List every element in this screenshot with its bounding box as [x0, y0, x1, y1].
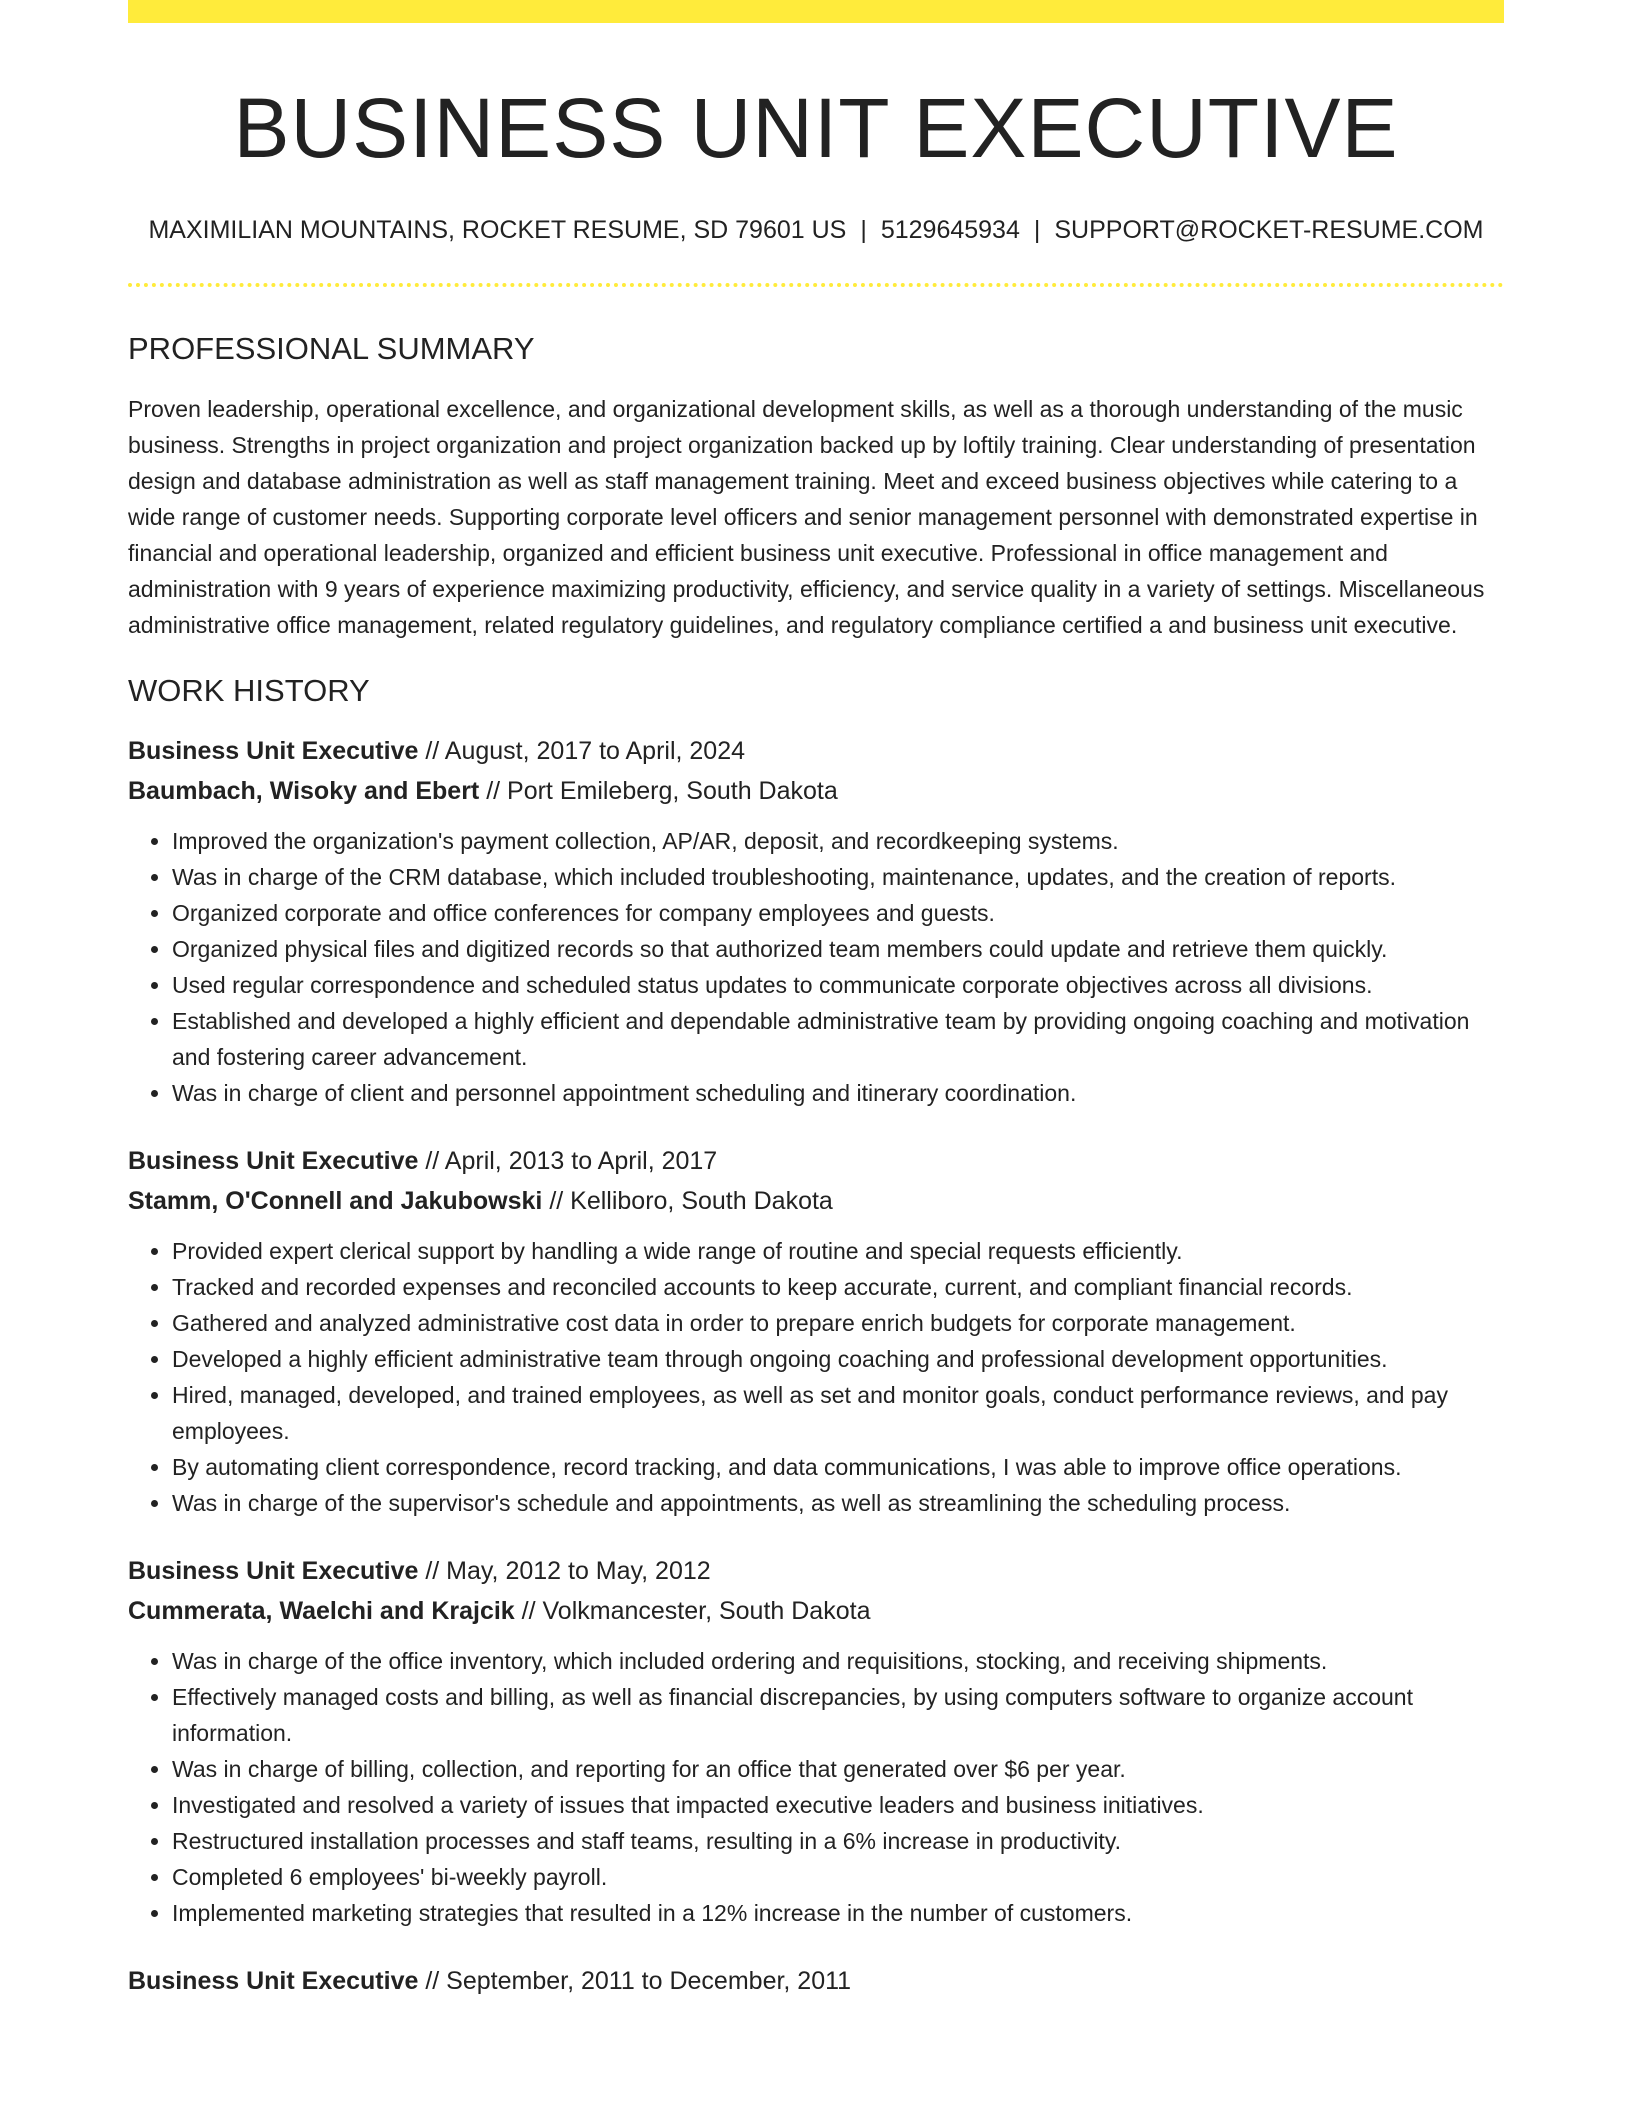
job-bullet: • Was in charge of the CRM database, which included troubleshooting, maintenance, updates, and the creation of reports. [172, 859, 1504, 895]
job-title: Business Unit Executive [128, 1967, 419, 1995]
resume-content [128, 0, 1504, 2001]
job-bullet: • Implemented marketing strategies that resulted in a 12% increase in the number of customers. [172, 1895, 1504, 1931]
job-bullet: • Was in charge of client and personnel appointment scheduling and itinerary coordination. [172, 1075, 1504, 1111]
job-bullet: • Investigated and resolved a variety of issues that impacted executive leaders and business initiatives. [172, 1787, 1504, 1823]
job-location: // Volkmancester, South Dakota [514, 1597, 871, 1625]
job-dates: // April, 2013 to April, 2017 [418, 1147, 718, 1175]
job-entry [128, 1961, 1504, 2001]
job-bullet: • Developed a highly efficient administrative team through ongoing coaching and professional development opportunities. [172, 1341, 1504, 1377]
dotted-divider [128, 283, 1504, 287]
job-title: Business Unit Executive [128, 1147, 419, 1175]
job-company: Baumbach, Wisoky and Ebert [128, 777, 480, 805]
job-bullets [128, 1643, 1504, 1931]
job-bullets [128, 823, 1504, 1111]
job-dates: // August, 2017 to April, 2024 [418, 737, 746, 765]
job-bullet: • Tracked and recorded expenses and reconciled accounts to keep accurate, current, and compliant financial records. [172, 1269, 1504, 1305]
job-bullet: • Restructured installation processes and staff teams, resulting in a 6% increase in productivity. [172, 1823, 1504, 1859]
job-title: Business Unit Executive [128, 1557, 419, 1585]
job-entry [128, 1551, 1504, 1931]
contact-line [128, 212, 1504, 248]
job-dates: // September, 2011 to December, 2011 [418, 1967, 852, 1995]
job-bullet: • Organized physical files and digitized records so that authorized team members could update and retrieve them quickly. [172, 931, 1504, 967]
job-title-line [128, 1551, 1504, 1591]
job-entry [128, 1141, 1504, 1521]
contact-separator: | [1033, 216, 1041, 244]
contact-address: MAXIMILIAN MOUNTAINS, ROCKET RESUME, SD 79601 US [148, 216, 847, 244]
job-title-line [128, 1961, 1504, 2001]
job-title: Business Unit Executive [128, 737, 419, 765]
contact-separator: | [860, 216, 867, 244]
job-bullet: • Gathered and analyzed administrative cost data in order to prepare enrich budgets for corporate management. [172, 1305, 1504, 1341]
job-bullet: • By automating client correspondence, record tracking, and data communications, I was able to improve office operations. [172, 1449, 1504, 1485]
job-bullet: • Used regular correspondence and scheduled status updates to communicate corporate objectives across all divisions. [172, 967, 1504, 1003]
job-bullet: • Improved the organization's payment collection, AP/AR, deposit, and recordkeeping systems. [172, 823, 1504, 859]
job-bullet: • Was in charge of the office inventory, which included ordering and requisitions, stocking, and receiving shipments. [172, 1643, 1504, 1679]
job-bullet: • Completed 6 employees' bi-weekly payroll. [172, 1859, 1504, 1895]
job-bullet: • Hired, managed, developed, and trained employees, as well as set and monitor goals, conduct performance reviews, and pay employees. [172, 1377, 1504, 1449]
summary-text: Proven leadership, operational excellence, and organizational development skills, as well as a thorough understanding of the music business. Strengths in project organization and project organization backed up by loftily training. Clear understanding of presentation design and database administration as well as staff management training. Meet and exceed business objectives while catering to a wide range of customer needs. Supporting corporate level officers and senior management personnel with demonstrated expertise in financial and operational leadership, organized and efficient business unit executive. Professional in office management and administration with 9 years of experience maximizing productivity, efficiency, and service quality in a variety of settings. Miscellaneous administrative office management, related regulatory guidelines, and regulatory compliance certified a and business unit executive. [128, 396, 1485, 638]
job-location: // Port Emileberg, South Dakota [479, 777, 838, 805]
work-history-heading: WORK HISTORY [128, 673, 370, 708]
job-bullet: • Provided expert clerical support by handling a wide range of routine and special requests efficiently. [172, 1233, 1504, 1269]
job-bullet: • Organized corporate and office conferences for company employees and guests. [172, 895, 1504, 931]
job-company: Stamm, O'Connell and Jakubowski [128, 1187, 543, 1215]
job-company-line [128, 1591, 1504, 1631]
contact-phone: 5129645934 [880, 216, 1020, 244]
job-bullet: • Was in charge of billing, collection, and reporting for an office that generated over $6 per year. [172, 1751, 1504, 1787]
job-title-line [128, 731, 1504, 771]
job-company: Cummerata, Waelchi and Krajcik [128, 1597, 515, 1625]
job-title-line [128, 1141, 1504, 1181]
summary-heading: PROFESSIONAL SUMMARY [128, 331, 535, 366]
job-bullet: • Was in charge of the supervisor's schedule and appointments, as well as streamlining the scheduling process. [172, 1485, 1504, 1521]
job-bullet: • Established and developed a highly efficient and dependable administrative team by providing ongoing coaching and motivation and fostering career advancement. [172, 1003, 1504, 1075]
job-entry [128, 731, 1504, 1111]
job-location: // Kelliboro, South Dakota [542, 1187, 833, 1215]
job-dates: // May, 2012 to May, 2012 [418, 1557, 711, 1585]
resume-title: BUSINESS UNIT EXECUTIVE [233, 81, 1399, 175]
job-company-line [128, 771, 1504, 811]
job-bullets [128, 1233, 1504, 1521]
job-company-line [128, 1181, 1504, 1221]
contact-email: SUPPORT@ROCKET-RESUME.COM [1054, 216, 1484, 244]
job-bullet: • Effectively managed costs and billing, as well as financial discrepancies, by using computers software to organize account information. [172, 1679, 1504, 1751]
